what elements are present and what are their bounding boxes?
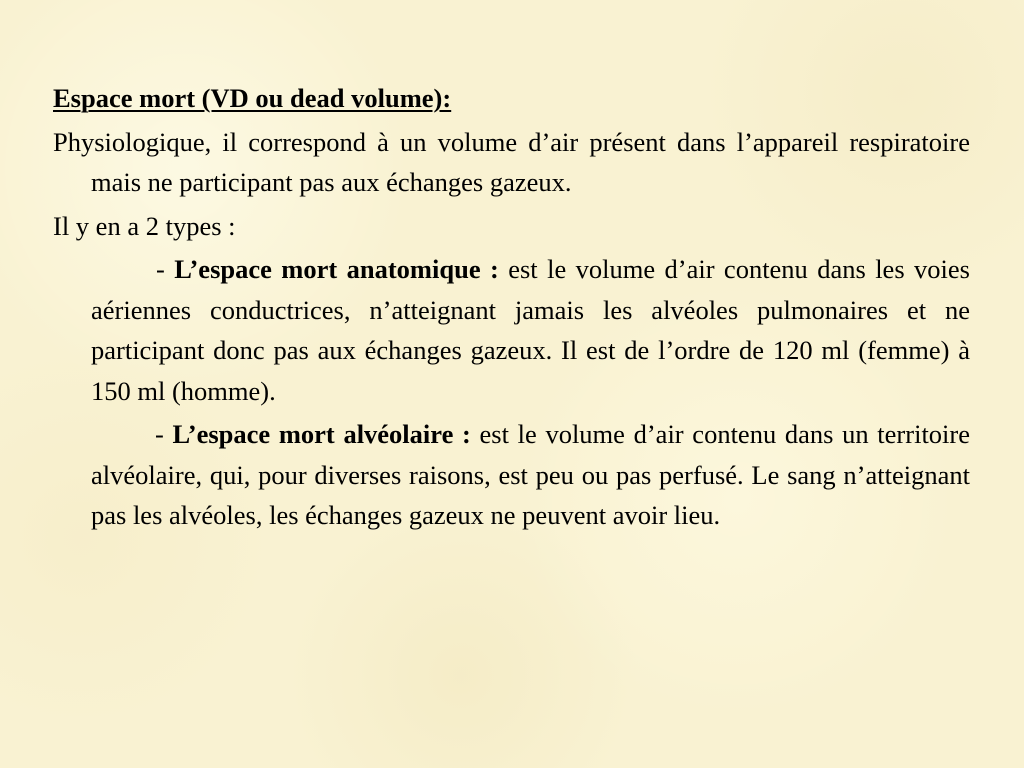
slide-content	[53, 78, 970, 539]
types-intro: Il y en a 2 types :	[53, 210, 236, 241]
list-dash: -	[156, 254, 175, 284]
list-item-anatomic-dead-space	[53, 249, 970, 411]
term-anatomic-dead-space: L’espace mort anatomique :	[174, 254, 499, 284]
slide-heading: Espace mort (VD ou dead volume):	[53, 83, 452, 113]
term-alveolar-dead-space: L’espace mort alvéolaire :	[172, 419, 471, 449]
definition-anatomic-dead-space: est le volume d’air contenu dans les voies aériennes conductrices, n’atteignant jamais les alvéoles pulmonaires et ne participant donc pas aux échanges gazeux. Il est de l’ordre de 120 ml (femme) à 150 ml (homme).	[91, 254, 970, 406]
list-dash: -	[155, 419, 173, 449]
definition-alveolar-dead-space: est le volume d’air contenu dans un territoire alvéolaire, qui, pour diverses raisons, est peu ou pas perfusé. Le sang n’atteignant pas les alvéoles, les échanges gazeux ne peuvent avoir lieu.	[91, 419, 971, 530]
definition-paragraph: Physiologique, il correspond à un volume d’air présent dans l’appareil respiratoire mais ne participant pas aux échanges gazeux.	[53, 126, 970, 197]
list-item-alveolar-dead-space	[53, 414, 970, 536]
